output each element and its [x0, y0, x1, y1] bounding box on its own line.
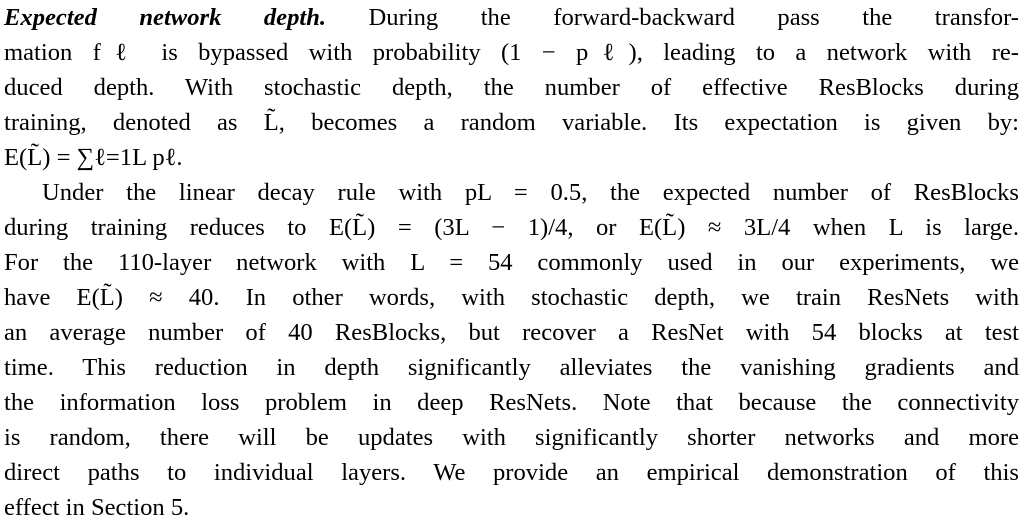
- paragraph-1-line-5: E(L̃) = ∑ℓ=1L pℓ.: [4, 144, 183, 171]
- paragraph-2-line-3: For the 110-layer network with L = 54 commonly used in our experiments, we: [4, 249, 1019, 276]
- paragraph-1-line-3: duced depth. With stochastic depth, the number of effective ResBlocks during: [4, 74, 1019, 101]
- paragraph-2-line-10: effect in Section 5.: [4, 494, 190, 521]
- paragraph-1-line-4: training, denoted as L̃, becomes a random variable. Its expectation is given by:: [4, 109, 1019, 136]
- paragraph-2-line-2: during training reduces to E(L̃) = (3L − 1)/4, or E(L̃) ≈ 3L/4 when L is large.: [4, 214, 1019, 241]
- paragraph-2-line-6: time. This reduction in depth significantly alleviates the vanishing gradients and: [4, 354, 1019, 381]
- section-heading: Expected network depth.: [4, 4, 327, 31]
- paragraph-2-line-5: an average number of 40 ResBlocks, but recover a ResNet with 54 blocks at test: [4, 319, 1019, 346]
- paragraph-2-line-4: have E(L̃) ≈ 40. In other words, with stochastic depth, we train ResNets with: [4, 284, 1019, 311]
- paragraph-2-line-9: direct paths to individual layers. We provide an empirical demonstration of this: [4, 459, 1019, 486]
- paragraph-1-line-2: mation fℓ is bypassed with probability (1 − pℓ), leading to a network with re-: [4, 39, 1019, 66]
- paragraph-2-line-1: Under the linear decay rule with pL = 0.5, the expected number of ResBlocks: [42, 179, 1019, 206]
- paragraph-1-line-1-text: During the forward-backward pass the transfor-: [326, 4, 1019, 31]
- paragraph-2-line-7: the information loss problem in deep ResNets. Note that because the connectivity: [4, 389, 1019, 416]
- paragraph-2-line-8: is random, there will be updates with significantly shorter networks and more: [4, 424, 1019, 451]
- paragraph-1-line-1: [4, 0, 1019, 35]
